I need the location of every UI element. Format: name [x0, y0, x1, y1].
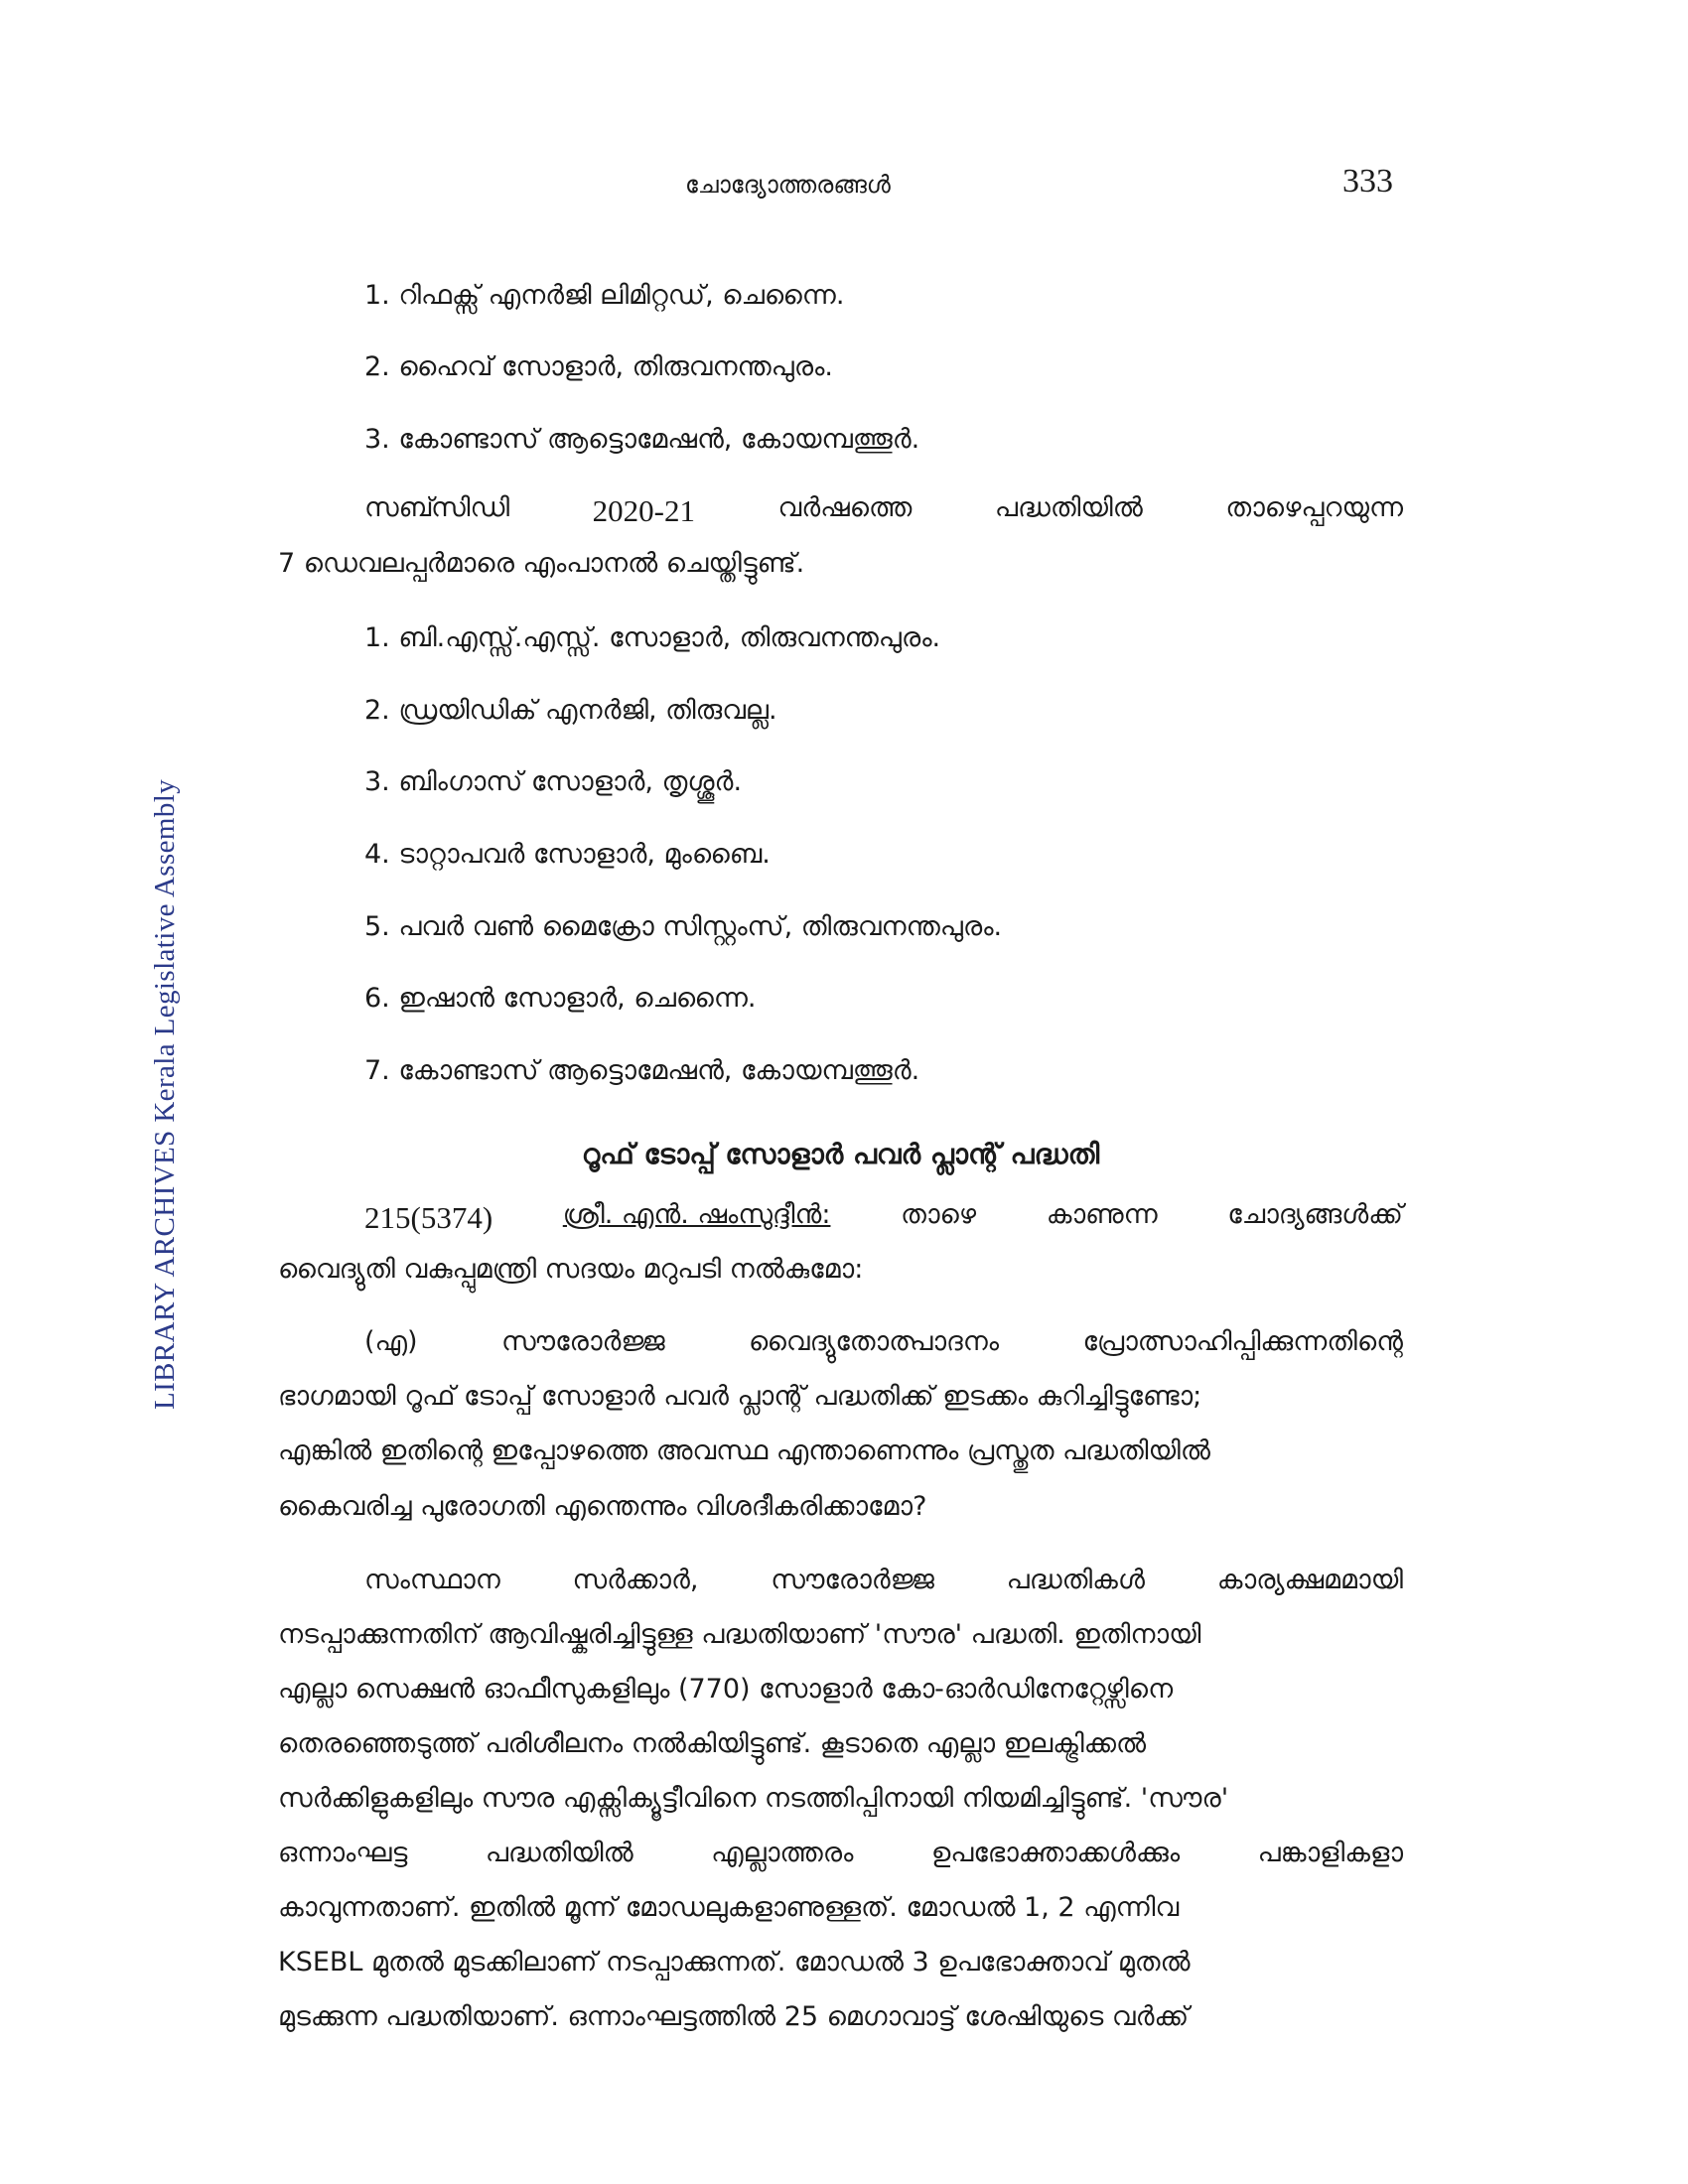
- word: വൈദ്യുതോത്പാദനം: [748, 1326, 1000, 1357]
- word: ഒന്നാംഘട്ട: [278, 1838, 408, 1868]
- word: ഉപഭോക്താക്കൾക്കും: [930, 1838, 1181, 1868]
- list-item: 2. ഡ്രയിഡിക് എനർജി, തിരുവല്ല.: [364, 695, 777, 726]
- word: പ്രോത്സാഹിപ്പിക്കുന്നതിന്റെ: [1082, 1326, 1403, 1357]
- answer-line: സർക്കിളുകളിലും സൗര എക്സിക്യൂട്ടീവിനെ നടത്തിപ്പിനായി നിയമിച്ചിട്ടുണ്ട്. 'സൗര': [278, 1783, 1229, 1814]
- word: പങ്കാളികളാ: [1257, 1838, 1403, 1868]
- word: 2020-21: [592, 493, 695, 528]
- word: (എ): [364, 1326, 418, 1357]
- question-line: വൈദ്യുതി വകുപ്പുമന്ത്രി സദയം മറുപടി നൽകുമോ:: [278, 1254, 864, 1285]
- word: താഴെപ്പറയുന്ന: [1225, 492, 1403, 523]
- list-item: 3. കോണ്ടാസ് ആട്ടൊമേഷൻ, കോയമ്പത്തൂർ.: [364, 424, 920, 455]
- question-line: എങ്കിൽ ഇതിന്റെ ഇപ്പോഴത്തെ അവസ്ഥ എന്താണെന്നും പ്രസ്തുത പദ്ധതിയിൽ: [278, 1435, 1210, 1466]
- word: താഴെ: [901, 1199, 977, 1230]
- word: എല്ലാത്തരം: [711, 1838, 854, 1868]
- list-item: 3. ബിംഗാസ് സോളാർ, തൃശ്ശൂർ.: [364, 766, 743, 797]
- word: പദ്ധതിയിൽ: [994, 492, 1143, 523]
- page-number: 333: [1342, 163, 1393, 200]
- question-line: [278, 1326, 1403, 1358]
- word: സർക്കാർ,: [572, 1565, 699, 1595]
- paragraph-line: [278, 492, 1403, 529]
- answer-line: മുടക്കുന്ന പദ്ധതിയാണ്. ഒന്നാംഘട്ടത്തിൽ 25 മെഗാവാട്ട് ശേഷിയുടെ വർക്ക്: [278, 2001, 1190, 2032]
- list-item: 6. ഇഷാൻ സോളാർ, ചെന്നൈ.: [364, 983, 757, 1014]
- word: സൗരോർജ്ജ: [500, 1326, 665, 1357]
- answer-line: എല്ലാ സെക്ഷൻ ഓഫീസുകളിലും (770) സോളാർ കോ-ഓർഡിനേറ്റേഴ്സിനെ: [278, 1674, 1174, 1705]
- member-name: ശ്രീ. എൻ. ഷംസുദ്ദീൻ:: [562, 1199, 831, 1230]
- word: കാര്യക്ഷമമായി: [1216, 1565, 1403, 1595]
- section-heading: റൂഫ് ടോപ്പ് സോളാർ പവർ പ്ലാന്റ് പദ്ധതി: [581, 1138, 1100, 1170]
- answer-line: KSEBL മുതൽ മുടക്കിലാണ് നടപ്പാക്കുന്നത്. മോഡൽ 3 ഉപഭോക്താവ് മുതൽ: [278, 1947, 1191, 1978]
- question-line: ഭാഗമായി റൂഫ് ടോപ്പ് സോളാർ പവർ പ്ലാന്റ് പദ്ധതിക്ക് ഇടക്കം കുറിച്ചിട്ടുണ്ടോ;: [278, 1381, 1202, 1412]
- question-number: 215(5374): [364, 1200, 493, 1235]
- paragraph-line: 7 ഡെവലപ്പർമാരെ എംപാനൽ ചെയ്തിട്ടുണ്ട്.: [278, 548, 805, 579]
- running-header-title: ചോദ്യോത്തരങ്ങൾ: [685, 171, 891, 199]
- word: കാണുന്ന: [1046, 1199, 1158, 1230]
- word: പദ്ധതിയിൽ: [485, 1838, 633, 1868]
- word: സബ്സിഡി: [364, 492, 510, 523]
- answer-line: [278, 1838, 1403, 1869]
- word: സംസ്ഥാന: [364, 1565, 500, 1595]
- answer-line: തെരഞ്ഞെടുത്ത് പരിശീലനം നൽകിയിട്ടുണ്ട്. കൂടാതെ എല്ലാ ഇലക്ട്രിക്കൽ: [278, 1728, 1147, 1759]
- question-line: കൈവരിച്ച പുരോഗതി എന്തെന്നും വിശദീകരിക്കാമോ?: [278, 1491, 927, 1522]
- word: പദ്ധതികൾ: [1006, 1565, 1145, 1595]
- list-item: 7. കോണ്ടാസ് ആട്ടൊമേഷൻ, കോയമ്പത്തൂർ.: [364, 1055, 920, 1086]
- answer-line: കാവുന്നതാണ്. ഇതിൽ മൂന്ന് മോഡലുകളാണുള്ളത്. മോഡൽ 1, 2 എന്നിവ: [278, 1892, 1180, 1923]
- list-item: 1. ബി.എസ്സ്.എസ്സ്. സോളാർ, തിരുവനന്തപുരം.: [364, 622, 941, 653]
- list-item: 5. പവർ വൺ മൈക്രോ സിസ്റ്റംസ്, തിരുവനന്തപുരം.: [364, 911, 1003, 942]
- list-item: 2. ഹൈവ് സോളാർ, തിരുവനന്തപുരം.: [364, 351, 833, 382]
- answer-line: നടപ്പാക്കുന്നതിന് ആവിഷ്കരിച്ചിട്ടുള്ള പദ്ധതിയാണ് 'സൗര' പദ്ധതി. ഇതിനായി: [278, 1619, 1201, 1650]
- list-item: 1. റിഫക്സ് എനർജി ലിമിറ്റഡ്, ചെന്നൈ.: [364, 280, 845, 311]
- word: സൗരോർജ്ജ: [771, 1565, 934, 1595]
- archive-watermark: LIBRARY ARCHIVES Kerala Legislative Assembly: [149, 778, 181, 1410]
- answer-line: [278, 1565, 1403, 1596]
- question-line: [278, 1199, 1403, 1236]
- word: ചോദ്യങ്ങൾക്ക്: [1227, 1199, 1403, 1230]
- list-item: 4. ടാറ്റാപവർ സോളാർ, മുംബൈ.: [364, 839, 771, 870]
- word: വർഷത്തെ: [777, 492, 913, 523]
